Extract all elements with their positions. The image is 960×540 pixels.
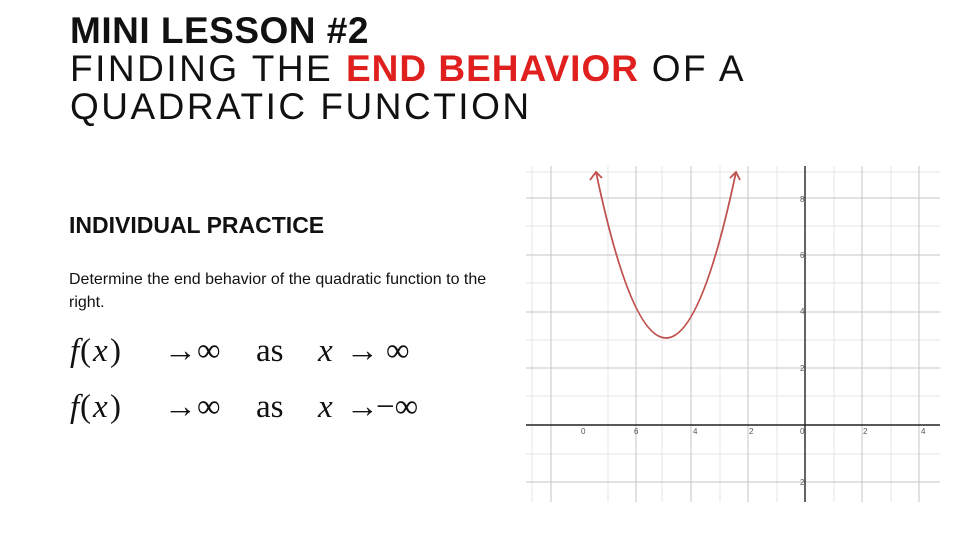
section-heading: INDIVIDUAL PRACTICE: [69, 212, 325, 238]
math-infinity: ∞: [197, 333, 221, 369]
math-arrow: →: [164, 389, 197, 425]
title-highlight: END BEHAVIOR: [346, 48, 639, 89]
y-tick-label: 2: [800, 478, 805, 487]
y-tick-label: 8: [800, 195, 805, 204]
y-tick-label: 4: [800, 307, 805, 316]
math-x: x: [93, 333, 108, 369]
x-tick-label: 0: [800, 427, 805, 436]
math-infinity: ∞: [197, 389, 221, 425]
math-x: x: [318, 333, 333, 369]
x-tick-label: 0: [581, 427, 586, 436]
x-tick-label: 2: [749, 427, 754, 436]
math-negative-infinity: −∞: [376, 389, 419, 425]
math-as: as: [256, 333, 284, 369]
slide-title: [70, 12, 746, 126]
instructions-text: Determine the end behavior of the quadratic function to the right.: [69, 271, 487, 311]
math-x: x: [93, 389, 108, 425]
y-tick-label: 2: [800, 364, 805, 373]
math-as: as: [256, 389, 284, 425]
parabola-graph: [526, 166, 940, 502]
math-f: f: [70, 333, 80, 369]
title-line-3: QUADRATIC FUNCTION: [70, 86, 532, 127]
title-line-1: MINI LESSON #2: [70, 10, 369, 51]
x-tick-label: 4: [693, 427, 698, 436]
math-left-paren: (: [80, 333, 91, 369]
math-left-paren: (: [80, 389, 91, 425]
math-arrow: →: [346, 389, 379, 425]
math-f: f: [70, 389, 80, 425]
math-right-paren: ): [110, 389, 121, 425]
math-arrow: →: [164, 333, 197, 369]
y-tick-label: 6: [800, 251, 805, 260]
math-arrow: →: [346, 333, 379, 369]
math-x: x: [318, 389, 333, 425]
x-tick-label: 4: [921, 427, 926, 436]
math-right-paren: ): [110, 333, 121, 369]
x-tick-label: 2: [863, 427, 868, 436]
title-line-2-end: OF A: [638, 48, 747, 89]
minor-grid: [526, 166, 940, 502]
title-line-2-start: FINDING THE: [70, 48, 346, 89]
title-line-2: [70, 50, 746, 88]
major-grid: [526, 166, 940, 502]
x-tick-label: 6: [634, 427, 639, 436]
math-infinity: ∞: [386, 333, 410, 369]
